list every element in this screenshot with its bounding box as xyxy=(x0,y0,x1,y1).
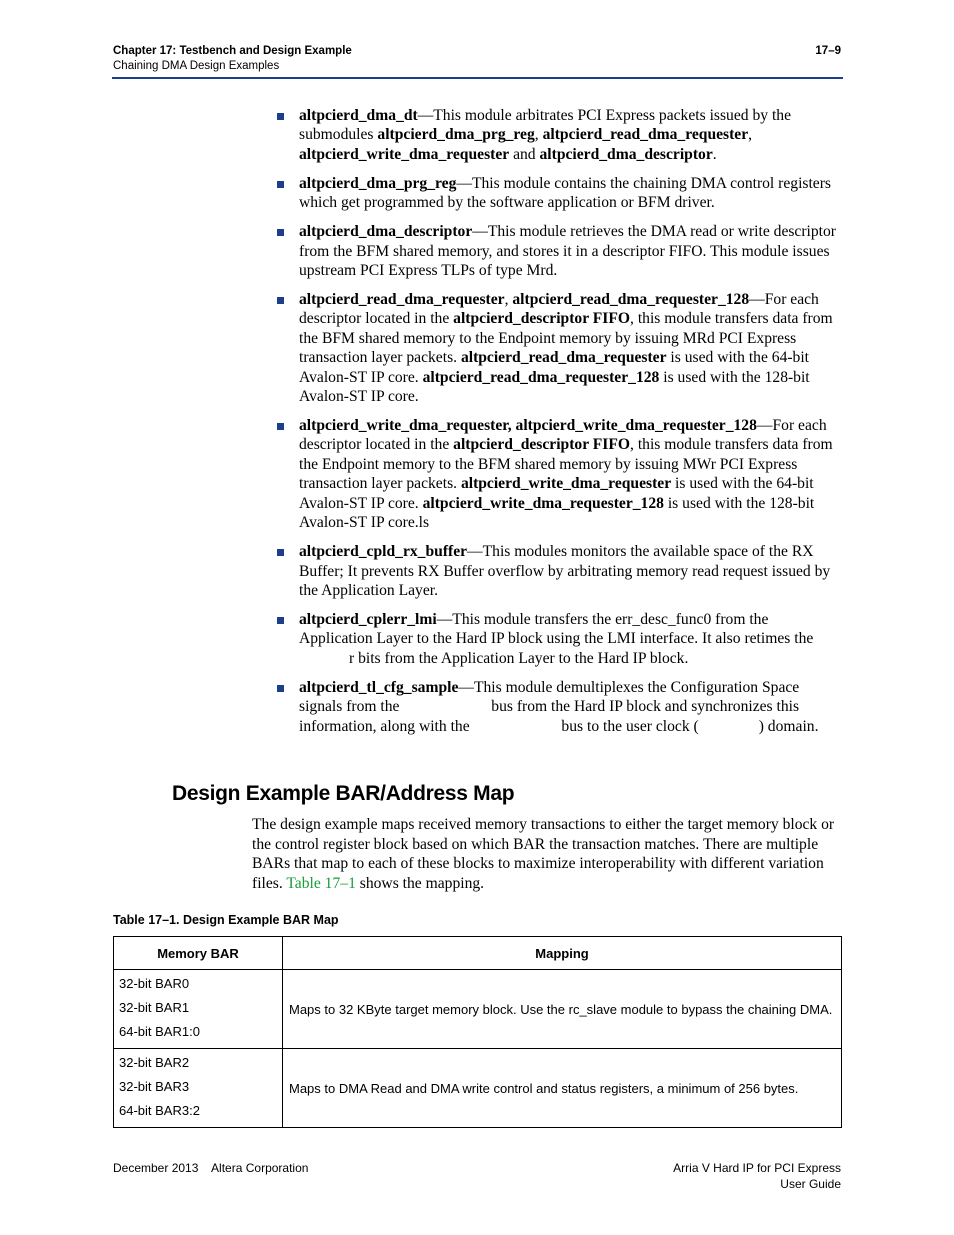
module-name: altpcierd_dma_prg_reg xyxy=(377,126,535,144)
bullet-text: r bits from the Application Layer to the Hard IP block. xyxy=(349,649,689,667)
module-name: altpcierd_dma_dt xyxy=(299,107,418,124)
module-name: altpcierd_cplerr_lmi xyxy=(299,610,437,628)
module-name: altpcierd_read_dma_requester_128 xyxy=(512,291,750,309)
running-header-section: Chaining DMA Design Examples xyxy=(113,60,280,72)
memory-bar-entry: 32-bit BAR1 xyxy=(119,1000,190,1015)
footer-document-title xyxy=(673,1160,841,1192)
footer-date-company: December 2013 Altera Corporation xyxy=(113,1161,309,1175)
module-bullet-list xyxy=(275,106,845,746)
bullet-item xyxy=(275,106,845,164)
footer-guide-line: User Guide xyxy=(780,1177,841,1191)
bullet-text: , xyxy=(504,291,513,309)
mapping-cell: Maps to DMA Read and DMA write control and status registers, a minimum of 256 bytes. xyxy=(283,1049,842,1128)
module-name: altpcierd_read_dma_requester xyxy=(460,349,667,367)
bullet-text: —This module arbitrates PCI Express packets issued by the submodules xyxy=(299,107,792,144)
running-header-chapter: Chapter 17: Testbench and Design Example xyxy=(113,45,352,57)
bullet-text: —This module demultiplexes the Configuration Space signals from the xyxy=(299,678,800,716)
bullet-text: ) domain. xyxy=(758,717,819,735)
bullet-text: , this module transfers data from the BFM shared memory to the Endpoint memory by issuing MRd PCI Express transaction layer packets. xyxy=(299,310,833,367)
module-name: altpcierd_read_dma_requester xyxy=(542,126,749,144)
bullet-text: , xyxy=(748,126,753,144)
module-name: altpcierd_read_dma_requester_128 xyxy=(422,368,660,386)
column-header-memory-bar: Memory BAR xyxy=(114,937,283,970)
memory-bar-entry: 64-bit BAR3:2 xyxy=(119,1103,200,1118)
bullet-item xyxy=(275,222,845,280)
bullet-text: , xyxy=(534,126,543,144)
bullet-text: —For each descriptor located in the xyxy=(299,291,819,328)
bullet-text: bus to the user clock ( xyxy=(557,717,699,735)
memory-bar-entry: 32-bit BAR0 xyxy=(119,976,190,991)
bullet-text: —This module contains the chaining DMA control registers which get programmed by the software application or BFM driver. xyxy=(299,174,831,212)
table-header-row xyxy=(114,937,842,970)
memory-bar-entry: 64-bit BAR1:0 xyxy=(119,1024,200,1039)
bullet-text: , this module transfers data from the Endpoint memory to the BFM shared memory by issuing MWr PCI Express transaction layer packets. xyxy=(299,436,833,493)
bullet-item xyxy=(275,542,845,600)
header-rule xyxy=(112,77,843,79)
bullet-square-icon xyxy=(277,423,284,430)
column-header-mapping: Mapping xyxy=(283,937,842,970)
module-name: altpcierd_dma_descriptor xyxy=(299,223,473,241)
memory-bar-entry: 32-bit BAR3 xyxy=(119,1079,190,1094)
bullet-square-icon xyxy=(277,229,284,236)
paragraph-text: The design example maps received memory transactions to either the target memory block or the control register block based on which BAR the transaction matches. There are multiple BARs that map to each of these blocks to maximize interoperability with different variation files. xyxy=(252,816,835,892)
bullet-text: bus from the Hard IP block and synchronizes this information, along with the xyxy=(299,698,800,735)
module-name: altpcierd_descriptor FIFO xyxy=(453,310,631,328)
module-name: altpcierd_tl_cfg_sample xyxy=(299,678,459,696)
bullet-text: is used with the 64-bit Avalon-ST IP core. xyxy=(299,349,810,386)
bullet-text: —This module retrieves the DMA read or write descriptor from the BFM shared memory, and stores it in a descriptor FIFO. This module issues upstream PCI Express TLPs of type Mrd. xyxy=(299,223,836,280)
bullet-item xyxy=(275,610,845,668)
bullet-square-icon xyxy=(277,181,284,188)
memory-bar-cell xyxy=(114,970,283,1049)
bullet-square-icon xyxy=(277,297,284,304)
bar-map-table xyxy=(113,936,842,1128)
table-row xyxy=(114,970,842,1049)
footer-title-line: Arria V Hard IP for PCI Express xyxy=(673,1161,841,1175)
module-name: altpcierd_dma_prg_reg xyxy=(299,174,457,192)
table-row xyxy=(114,1049,842,1128)
section-paragraph xyxy=(252,815,842,893)
bullet-item xyxy=(275,678,845,736)
bullet-text: —This modules monitors the available space of the RX Buffer; It prevents RX Buffer overflow by arbitrating memory read request issued by the Application Layer. xyxy=(299,543,831,599)
page-number: 17–9 xyxy=(815,45,841,57)
module-name: altpcierd_write_dma_requester xyxy=(460,475,672,493)
module-name: altpcierd_descriptor FIFO xyxy=(453,436,631,454)
module-name: altpcierd_read_dma_requester xyxy=(299,291,505,309)
memory-bar-cell xyxy=(114,1049,283,1128)
bullet-text: . xyxy=(712,145,717,163)
bullet-text: is used with the 64-bit Avalon-ST IP core. xyxy=(299,475,814,512)
mapping-cell: Maps to 32 KByte target memory block. Use the rc_slave module to bypass the chaining DMA. xyxy=(283,970,842,1049)
bullet-text: —This module transfers the err_desc_func0 from the Application Layer to the Hard IP block using the LMI interface. It also retimes the xyxy=(299,610,814,648)
table-reference-link[interactable]: Table 17–1 xyxy=(286,874,356,892)
module-name: altpcierd_dma_descriptor xyxy=(539,145,713,163)
module-name: altpcierd_cpld_rx_buffer xyxy=(299,543,468,561)
memory-bar-entry: 32-bit BAR2 xyxy=(119,1055,190,1070)
bullet-text: is used with the 128-bit Avalon-ST IP core. xyxy=(299,368,810,406)
module-name: altpcierd_write_dma_requester_128 xyxy=(422,494,664,512)
bullet-item xyxy=(275,174,845,213)
bullet-text: —For each descriptor located in the xyxy=(299,417,827,454)
bullet-text: and xyxy=(509,145,540,163)
bullet-square-icon xyxy=(277,549,284,556)
bullet-item xyxy=(275,416,845,532)
table-caption: Table 17–1. Design Example BAR Map xyxy=(113,913,339,927)
paragraph-text-end: shows the mapping. xyxy=(355,874,485,892)
bullet-square-icon xyxy=(277,685,284,692)
module-name: altpcierd_write_dma_requester xyxy=(299,145,510,163)
bullet-item xyxy=(275,290,845,406)
bullet-text: is used with the 128-bit Avalon-ST IP core.ls xyxy=(299,494,815,532)
bullet-square-icon xyxy=(277,617,284,624)
section-heading: Design Example BAR/Address Map xyxy=(172,782,515,805)
module-name: altpcierd_write_dma_requester, altpcierd_write_dma_requester_128 xyxy=(299,417,757,435)
bullet-square-icon xyxy=(277,113,284,120)
